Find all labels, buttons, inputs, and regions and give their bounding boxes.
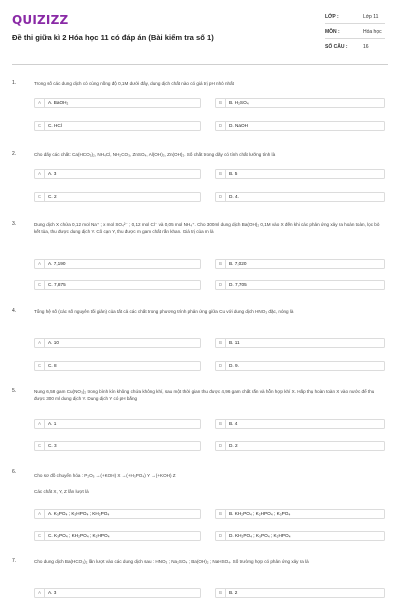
question-number: 7. bbox=[12, 558, 17, 564]
option-letter: C bbox=[35, 362, 45, 370]
option-a[interactable] bbox=[34, 169, 201, 179]
option-letter: D bbox=[216, 532, 226, 540]
option-letter: A bbox=[35, 420, 45, 428]
question-number: 4. bbox=[12, 308, 17, 314]
option-c[interactable] bbox=[34, 361, 201, 371]
option-letter: D bbox=[216, 442, 226, 450]
option-letter: B bbox=[216, 339, 226, 347]
option-text: D. 9. bbox=[229, 363, 239, 368]
option-text: B. 2 bbox=[229, 590, 238, 595]
option-text: B. 5 bbox=[229, 171, 238, 176]
option-text: A. 7,190 bbox=[48, 261, 66, 266]
question-number: 5. bbox=[12, 388, 17, 394]
question-text: Cho dung dịch Ba(HCO₃)₂ lần lượt vào các dung dịch sau : HNO₃ ; Na₂SO₄ ; Ba(OH)₂ ; NaHSO₄. Số trường hợp có phản ứng xảy ra là bbox=[34, 559, 309, 564]
header-divider bbox=[12, 64, 388, 65]
option-letter: C bbox=[35, 442, 45, 450]
option-text: C. 3 bbox=[48, 443, 57, 448]
option-letter: D bbox=[216, 193, 226, 201]
meta-divider bbox=[325, 38, 385, 39]
option-a[interactable] bbox=[34, 419, 201, 429]
option-text: A. K₃PO₄ ; K₂HPO₄ ; KH₂PO₄ bbox=[48, 511, 110, 516]
option-letter: B bbox=[216, 589, 226, 597]
question-subtext: Các chất X, Y, Z lần lượt là bbox=[34, 489, 89, 494]
option-letter: B bbox=[216, 510, 226, 518]
question-number: 6. bbox=[12, 469, 17, 475]
option-text: D. 2 bbox=[229, 443, 238, 448]
option-b[interactable] bbox=[215, 259, 385, 269]
option-text: A. BaOH₂ bbox=[48, 100, 69, 105]
option-letter: D bbox=[216, 122, 226, 130]
option-letter: D bbox=[216, 281, 226, 289]
quizizz-logo: QUIZIZZ bbox=[12, 13, 69, 27]
question-number: 1. bbox=[12, 80, 17, 86]
question-text: Cho sơ đồ chuyển hóa : P₂O₅ →(+KOH) X →(+H₃PO₄) Y →(+KOH) Z bbox=[34, 473, 176, 478]
option-letter: B bbox=[216, 170, 226, 178]
option-text: B. 11 bbox=[229, 340, 240, 345]
option-letter: A bbox=[35, 510, 45, 518]
option-letter: B bbox=[216, 420, 226, 428]
option-text: A. 3 bbox=[48, 171, 57, 176]
option-b[interactable] bbox=[215, 419, 385, 429]
option-d[interactable] bbox=[215, 121, 385, 131]
question-text: Dung dịch X chứa 0,12 mol Na⁺ ; x mol SO₄²⁻ ; 0,12 mol Cl⁻ và 0,05 mol NH₄⁺. Cho 300ml dung dịch Ba(OH)₂ 0,1M vào X đến khi các phản ứng xảy ra hoàn toàn, lọc bỏ kết tủa, thu được dung dịch Y. Cô cạn Y, thu được m gam chất rắn khan. Giá trị của m là bbox=[34, 222, 380, 234]
option-text: D. NaOH bbox=[229, 123, 249, 128]
option-text: B. H₂SO₄ bbox=[229, 100, 249, 105]
meta-value: 16 bbox=[363, 44, 369, 50]
option-b[interactable] bbox=[215, 509, 385, 519]
option-text: D. 4. bbox=[229, 194, 239, 199]
header bbox=[0, 0, 400, 62]
option-b[interactable] bbox=[215, 588, 385, 598]
option-c[interactable] bbox=[34, 280, 201, 290]
option-letter: A bbox=[35, 260, 45, 268]
question-text: Cho dãy các chất: Ca(HCO₃)₂, NH₄Cl, NH₂CO₃, ZnSO₄, Al(OH)₃, Zn(OH)₂. Số chất trong dãy có tính chất lưỡng tính là bbox=[34, 152, 276, 157]
option-letter: A bbox=[35, 339, 45, 347]
meta-divider bbox=[325, 23, 385, 24]
question-text: Tổng hệ số (các số nguyên tối giản) của tất cả các chất trong phương trình phản ứng giữa Cu với dung dịch HNO₃ đặc, nóng là bbox=[34, 309, 294, 314]
option-letter: A bbox=[35, 170, 45, 178]
option-letter: B bbox=[216, 99, 226, 107]
option-text: B. KH₂PO₄ ; K₂HPO₄ ; K₃PO₄ bbox=[229, 511, 291, 516]
meta-label: MÔN : bbox=[325, 29, 340, 35]
option-letter: A bbox=[35, 99, 45, 107]
option-text: A. 10 bbox=[48, 340, 59, 345]
meta-label: SỐ CÂU : bbox=[325, 44, 348, 50]
meta-label: LỚP : bbox=[325, 14, 339, 20]
option-letter: D bbox=[216, 362, 226, 370]
option-text: A. 1 bbox=[48, 421, 57, 426]
option-b[interactable] bbox=[215, 338, 385, 348]
option-c[interactable] bbox=[34, 531, 201, 541]
option-a[interactable] bbox=[34, 259, 201, 269]
option-c[interactable] bbox=[34, 192, 201, 202]
option-d[interactable] bbox=[215, 192, 385, 202]
meta-value: Hóa học bbox=[363, 29, 382, 35]
option-text: C. HCl bbox=[48, 123, 62, 128]
option-d[interactable] bbox=[215, 361, 385, 371]
option-c[interactable] bbox=[34, 441, 201, 451]
meta-value: Lớp 11 bbox=[363, 14, 379, 20]
option-a[interactable] bbox=[34, 509, 201, 519]
option-d[interactable] bbox=[215, 441, 385, 451]
option-d[interactable] bbox=[215, 531, 385, 541]
option-a[interactable] bbox=[34, 588, 201, 598]
option-letter: C bbox=[35, 281, 45, 289]
option-text: A. 3 bbox=[48, 590, 57, 595]
option-text: D. KH₂PO₄ ; K₃PO₄ ; K₂HPO₄ bbox=[229, 533, 291, 538]
question-text: Nung 6,58 gam Cu(NO₃)₂ trong bình kín không chứa không khí, sau một thời gian thu được 4,96 gam chất rắn và hỗn hợp khí X. Hấp thụ hoàn toàn X vào nước để thu được 300 ml dung dịch Y. Dung dịch Y có pH bằng bbox=[34, 389, 375, 401]
question-text: Trong số các dung dịch có cùng nồng độ 0,1M dưới đây, dung dịch chất nào có giá trị pH nhỏ nhất bbox=[34, 81, 234, 86]
question-number: 3. bbox=[12, 221, 17, 227]
option-d[interactable] bbox=[215, 280, 385, 290]
option-c[interactable] bbox=[34, 121, 201, 131]
option-text: C. 2 bbox=[48, 194, 57, 199]
question-number: 2. bbox=[12, 151, 17, 157]
option-b[interactable] bbox=[215, 98, 385, 108]
option-a[interactable] bbox=[34, 98, 201, 108]
option-text: B. 4 bbox=[229, 421, 238, 426]
option-letter: A bbox=[35, 589, 45, 597]
option-text: D. 7,705 bbox=[229, 282, 247, 287]
option-letter: C bbox=[35, 122, 45, 130]
option-text: C. K₃PO₄ ; KH₂PO₄ ; K₂HPO₄ bbox=[48, 533, 110, 538]
option-text: C. 8 bbox=[48, 363, 57, 368]
option-letter: C bbox=[35, 193, 45, 201]
option-a[interactable] bbox=[34, 338, 201, 348]
option-letter: B bbox=[216, 260, 226, 268]
option-letter: C bbox=[35, 532, 45, 540]
option-b[interactable] bbox=[215, 169, 385, 179]
option-text: C. 7,875 bbox=[48, 282, 66, 287]
page-title: Đề thi giữa kì 2 Hóa học 11 có đáp án (Bài kiểm tra số 1) bbox=[12, 33, 214, 42]
option-text: B. 7,020 bbox=[229, 261, 247, 266]
